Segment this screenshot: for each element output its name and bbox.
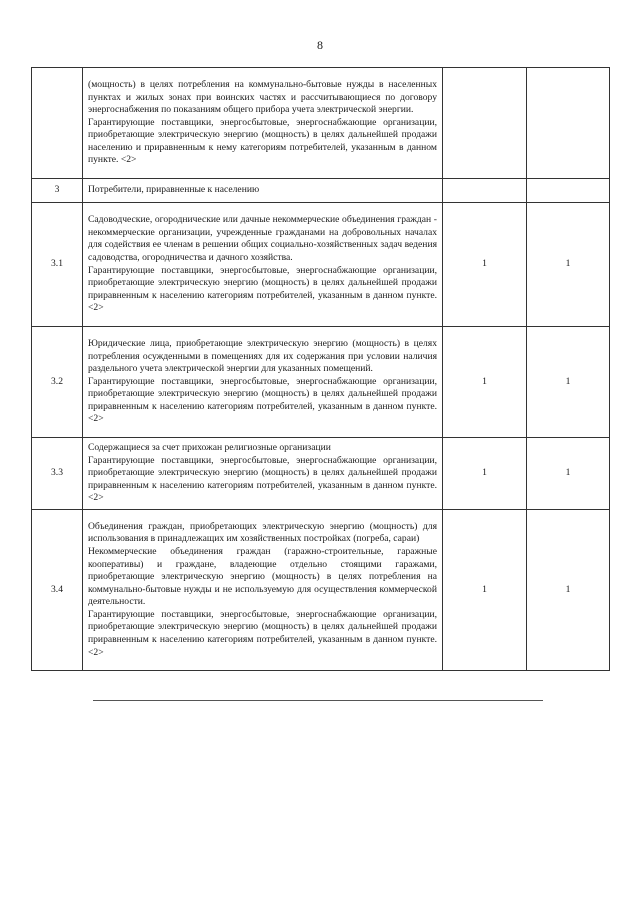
table-row [32,510,610,671]
value-cell-1 [443,68,527,179]
value-cell-2: 1 [527,438,610,510]
table-row [32,438,610,510]
description-paragraph: Потребители, приравненные к населению [88,184,260,196]
row-description [83,203,443,327]
value-cell-2: 1 [527,510,610,671]
table-row [32,179,610,203]
value-cell-1: 1 [443,327,527,438]
description-paragraph: Гарантирующие поставщики, энергосбытовые, энергоснабжающие организации, приобретающие электрическую энергию (мощность) в целях дальнейшей продажи приравненным к населению категориям потребителей, указанным в данном пункте. <2> [88,608,437,658]
table-row [32,327,610,438]
value-cell-1: 1 [443,203,527,327]
footnote-separator [93,700,543,701]
page-number: 8 [317,38,323,52]
description-paragraph: Гарантирующие поставщики, энергосбытовые, энергоснабжающие организации, приобретающие электрическую энергию (мощность) в целях дальнейшей продажи населению и приравненным к нему категориям потребителей, указанным в данном пункте. <2> [88,116,437,166]
row-description [83,179,443,203]
value-cell-1 [443,179,527,203]
description-paragraph: Гарантирующие поставщики, энергосбытовые, энергоснабжающие организации, приобретающие электрическую энергию (мощность) в целях дальнейшей продажи приравненным к населению категориям потребителей, указанным в данном пункте. <2> [88,264,437,314]
description-paragraph: Гарантирующие поставщики, энергосбытовые, энергоснабжающие организации, приобретающие электрическую энергию (мощность) в целях дальнейшей продажи приравненным к населению категориям потребителей, указанным в данном пункте. <2> [88,454,437,504]
description-paragraph: Гарантирующие поставщики, энергосбытовые, энергоснабжающие организации, приобретающие электрическую энергию (мощность) в целях дальнейшей продажи приравненным к населению категориям потребителей, указанным в данном пункте. <2> [88,375,437,425]
table-row [32,68,610,179]
description-paragraph: Садоводческие, огороднические или дачные некоммерческие объединения граждан - некоммерческие организации, учрежденные гражданами на добровольных началах для содействия ее членам в решении общих социально-хозяйственных задач ведения садоводства, огородничества и дачного хозяйства. [88,214,437,263]
value-cell-1: 1 [443,510,527,671]
row-number: 3.2 [32,327,83,438]
row-number [32,68,83,179]
value-cell-1: 1 [443,438,527,510]
tariff-table [31,67,610,671]
value-cell-2 [527,68,610,179]
row-description [83,68,443,179]
value-cell-2: 1 [527,327,610,438]
row-description [83,438,443,510]
row-number: 3.1 [32,203,83,327]
value-cell-2: 1 [527,203,610,327]
description-paragraph: Содержащиеся за счет прихожан религиозные организации [88,442,331,454]
row-number: 3.4 [32,510,83,671]
row-description [83,327,443,438]
row-number: 3.3 [32,438,83,510]
value-cell-2 [527,179,610,203]
row-number: 3 [32,179,83,203]
description-paragraph: (мощность) в целях потребления на коммунально-бытовые нужды в населенных пунктах и жилых зонах при воинских частях и рассчитывающиеся по договору энергоснабжения по показаниям общего прибора учета электрической энергии. [88,78,437,116]
description-paragraph: Юридические лица, приобретающие электрическую энергию (мощность) в целях потребления осужденными в помещениях для их содержания при условии наличия раздельного учета электрической энергии для указанных помещений. [88,337,437,375]
description-paragraph: Объединения граждан, приобретающих электрическую энергию (мощность) для использования в принадлежащих им хозяйственных постройках (погреба, сараи) [88,520,437,545]
table-row [32,203,610,327]
description-paragraph: Некоммерческие объединения граждан (гаражно-строительные, гаражные кооперативы) и граждане, владеющие отдельно стоящими гаражами, приобретающие электрическую энергию (мощность) в целях потребления на коммунально-бытовые нужды и не используемую для осуществления коммерческой деятельности. [88,545,437,608]
row-description [83,510,443,671]
